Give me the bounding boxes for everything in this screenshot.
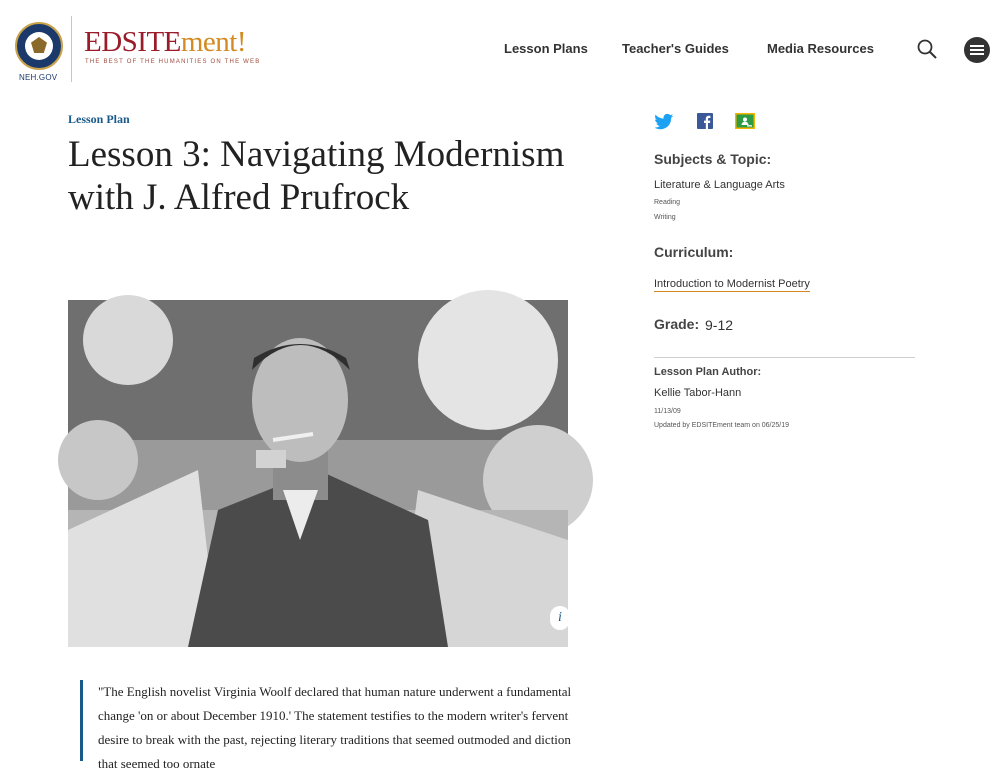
hero-image [68, 300, 568, 647]
nav-teachers-guides[interactable]: Teacher's Guides [622, 41, 729, 56]
menu-icon[interactable] [963, 36, 991, 64]
twitter-icon[interactable] [654, 113, 674, 131]
content-type-label[interactable]: Lesson Plan [68, 112, 130, 126]
curriculum-heading: Curriculum: [654, 244, 734, 260]
search-icon[interactable] [917, 39, 937, 59]
neh-seal-logo[interactable] [15, 22, 63, 70]
subjects-heading: Subjects & Topic: [654, 151, 772, 167]
subject-reading-link[interactable]: Reading [654, 199, 681, 206]
header-divider [71, 16, 72, 82]
grade-value: 9-12 [705, 317, 734, 333]
subject-writing-link[interactable]: Writing [654, 214, 676, 221]
brand-main: EDSITE [84, 26, 181, 58]
facebook-icon[interactable] [697, 113, 713, 129]
site-header [0, 0, 1002, 96]
intro-quote: "The English novelist Virginia Woolf declared that human nature underwent a fundamental change 'on or about December 1910.' The statement testifies to the modern writer's fervent desire to break with the past, rejecting literary traditions that seemed outmoded and diction that seemed too ornate [98, 684, 572, 771]
author-name: Kellie Tabor-Hann [654, 387, 742, 399]
neh-gov-caption[interactable]: NEH.GOV [19, 73, 58, 82]
publish-date: 11/13/09 [654, 408, 681, 415]
curriculum-link[interactable]: Introduction to Modernist Poetry [654, 278, 810, 290]
image-info-button[interactable]: i [550, 606, 570, 630]
quote-accent-bar [80, 680, 83, 761]
sidebar-divider [654, 357, 915, 358]
portrait-photo [68, 300, 568, 647]
edsitement-logo[interactable] [84, 27, 246, 57]
subject-literature-link[interactable]: Literature & Language Arts [654, 179, 785, 191]
nav-lesson-plans[interactable]: Lesson Plans [504, 41, 588, 56]
google-classroom-icon[interactable] [735, 113, 755, 129]
updated-note: Updated by EDSITEment team on 06/25/19 [654, 422, 790, 429]
page-title: Lesson 3: Navigating Modernism with J. Alfred Prufrock [68, 134, 565, 218]
grade-heading: Grade: [654, 316, 700, 332]
nav-media-resources[interactable]: Media Resources [767, 41, 874, 56]
brand-accent: ment! [180, 26, 247, 58]
brand-tagline: THE BEST OF THE HUMANITIES ON THE WEB [85, 59, 261, 65]
author-heading: Lesson Plan Author: [654, 366, 762, 378]
